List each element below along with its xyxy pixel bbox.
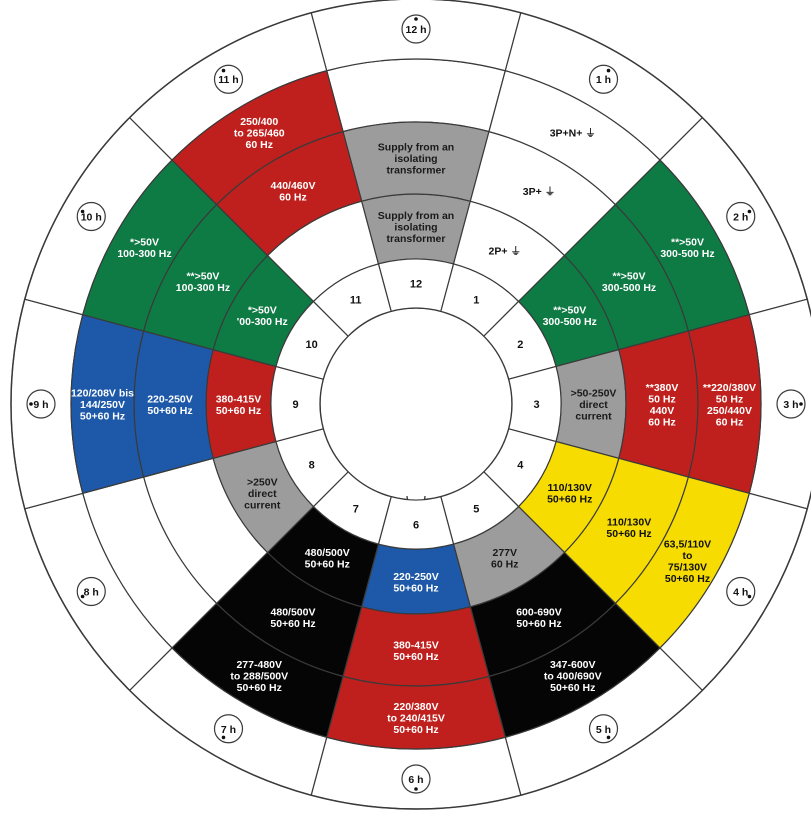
label-line: transformer [386,233,446,245]
label-line: 300-500 Hz [542,316,597,328]
label-line: 50+60 Hz [550,681,596,694]
label-line: **380V [645,381,679,394]
label-line: 50+60 Hz [79,410,126,423]
label-line: 600-690V [516,606,562,619]
label-line: 63,5/110V [663,538,712,551]
position-number: 6 [412,519,420,532]
segment-label [547,482,592,506]
label-line: current [244,499,281,512]
position-number: 9 [292,399,299,411]
hour-label: 7 h [220,723,237,736]
label-line: Supply from an [377,210,455,222]
hour-dot [607,69,611,73]
label-line: 3P+N+ ⏚ [549,127,596,140]
label-line: 250/440V [707,404,752,417]
position-number: 5 [473,503,480,516]
label-line: to 240/415V [387,712,445,725]
label-line: 50+60 Hz [147,404,193,417]
label-line: 220-250V [393,570,439,583]
label-line: 220-250V [147,393,193,406]
label-line: 60 Hz [279,191,307,204]
position-number: 7 [352,503,359,516]
label-line: 50+60 Hz [304,558,350,571]
label-line: 3P+ ⏚ [522,185,556,198]
label-line: 50+60 Hz [606,527,652,540]
hour-dot [222,736,226,740]
label-line: 120/208V bis [70,387,135,400]
hour-label: 8 h [83,586,99,599]
segment-label [393,571,439,595]
hour-label: 10 h [80,211,102,224]
segment-label [393,639,439,663]
hour-label: 6 h [408,774,424,786]
hour-dot [414,17,418,21]
label-line: 250/400 [240,116,279,129]
label-line: to [682,550,693,562]
hour-dot [414,787,418,791]
label-line: **>50V [612,270,646,283]
label-line: 480/500V [270,606,316,619]
hour-marker [215,65,243,93]
label-line: 60 Hz [491,558,519,571]
label-line: 60 Hz [245,139,273,152]
hour-marker [777,390,805,418]
label-line: 60 Hz [648,416,676,429]
segment-label [491,547,518,571]
hour-dot [607,736,611,740]
label-line: >250V [246,476,278,489]
label-line: **>50V [186,270,220,283]
label-line: 50+60 Hz [393,582,439,595]
hour-dot [29,402,33,406]
label-line: 300-500 Hz [660,248,715,260]
hour-label: 2 h [733,211,749,224]
segment-label [550,128,596,140]
label-line: 220/380V [393,701,439,713]
segment-label [646,382,679,429]
segment-label [216,393,262,417]
label-line: 440/460V [270,180,316,193]
notch-mask [404,482,428,496]
hour-marker [402,15,430,43]
label-line: isolating [394,221,438,234]
hour-label: 11 h [218,74,239,87]
segment-label [516,606,562,630]
segment-label [489,245,521,257]
label-line: 440V [649,404,675,417]
label-line: to 288/500V [230,670,289,683]
hour-marker [402,765,430,793]
label-line: 380-415V [393,639,439,652]
hour-marker [215,715,243,743]
hour-marker [590,715,618,743]
label-line: 110/130V [547,482,592,494]
label-line: 277V [492,546,518,559]
label-line: 50+60 Hz [270,617,316,630]
position-number: 12 [409,278,423,291]
position-number: 11 [349,294,362,307]
label-line: 50 Hz [648,393,676,406]
label-line: >50-250V [570,387,617,400]
label-line: 50+60 Hz [215,404,262,417]
center-hub [320,308,512,500]
label-line: 380-415V [215,393,262,406]
segment-label [544,659,602,694]
segment-label [523,186,555,198]
hour-dot [222,69,226,73]
label-line: **220/380V [702,381,757,394]
label-line: direct [579,399,608,411]
hour-label: 9 h [33,399,49,411]
segment-label [147,393,193,417]
label-line: transformer [386,164,446,177]
label-line: 50+60 Hz [393,724,439,736]
segment-label [270,606,315,630]
position-number: 3 [533,399,540,411]
label-line: 50 Hz [715,393,744,406]
position-number: 2 [517,338,524,351]
segment-label [305,547,350,571]
label-line: *>50V [247,304,277,317]
hour-marker [77,203,105,231]
segment-label [606,516,651,540]
hour-marker [77,578,105,606]
position-number: 10 [305,338,318,351]
label-line: 50+60 Hz [393,650,439,663]
label-line: current [575,410,612,423]
label-line: 300-500 Hz [601,281,657,294]
label-line: 480/500V [304,546,350,559]
label-line: 110/130V [606,516,652,529]
hour-label: 12 h [405,24,427,36]
hour-label: 1 h [595,74,612,87]
label-line: 50+60 Hz [236,681,282,694]
label-line: *>50V [130,236,159,249]
label-line: direct [247,487,277,500]
segment-label [387,701,445,736]
hour-marker [27,390,55,418]
label-line: **>50V [670,236,704,249]
position-number: 8 [308,459,315,472]
label-line: 347-600V [549,658,596,671]
segment-label [230,659,288,694]
hour-label: 3 h [783,399,799,411]
label-line: 100-300 Hz [175,281,231,294]
label-line: 2P+ ⏚ [488,245,521,258]
label-line: 100-300 Hz [117,248,172,260]
label-line: **>50V [553,304,587,317]
segment-label [664,539,711,586]
label-line: 50+60 Hz [664,573,711,585]
hour-marker [590,65,618,93]
label-line: 75/130V [667,561,708,574]
label-line: 50+60 Hz [547,493,593,506]
label-line: to 265/460 [233,127,285,140]
label-line: Supply from an [377,141,455,154]
label-line: 277-480V [236,658,283,671]
hour-label: 5 h [595,723,612,736]
label-line: 60 Hz [715,416,744,429]
position-number: 4 [517,459,524,472]
hour-marker [727,578,755,606]
ring-sector [327,59,506,132]
segment-label [71,388,134,423]
hour-label: 4 h [733,586,749,599]
label-line: isolating [394,153,438,165]
label-line: 50+60 Hz [516,617,562,630]
position-number: 1 [473,294,480,307]
hour-dot [799,402,803,406]
segment-label [244,476,281,511]
label-line: 144/250V [80,399,125,411]
label-line: to 400/690V [543,670,602,683]
label-line: '00-300 Hz [236,316,288,328]
hour-marker [727,203,755,231]
